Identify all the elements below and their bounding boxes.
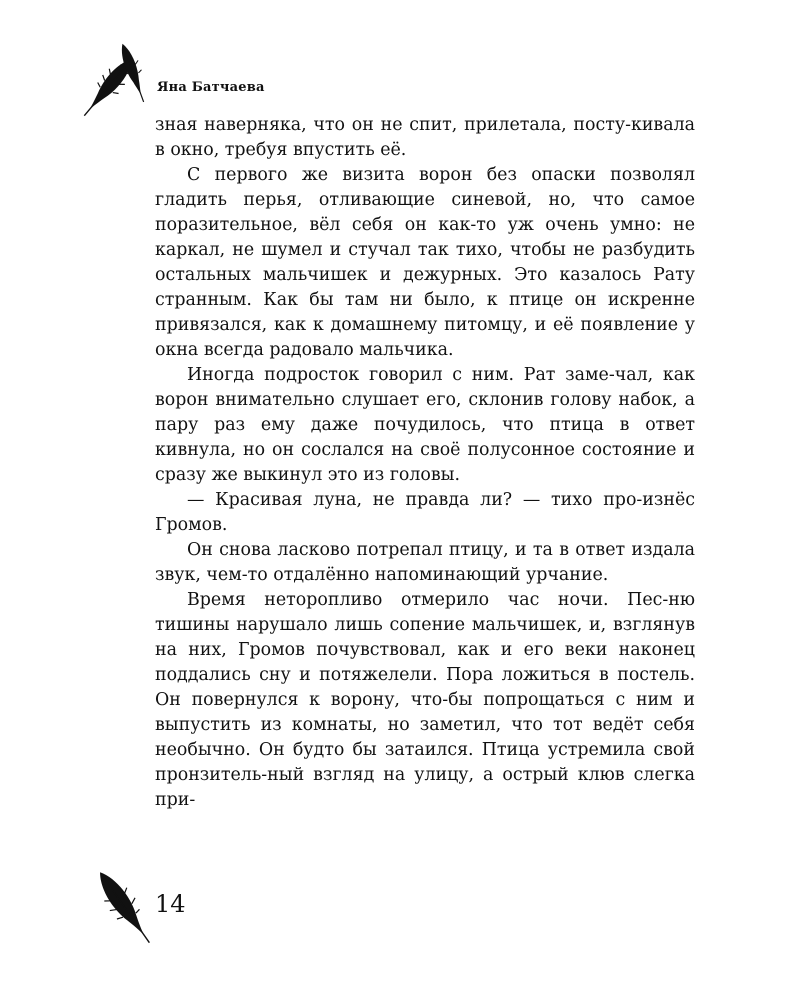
paragraph: С первого же визита ворон без опаски позволял гладить перья, отливающие синевой, но, что самое поразительное, вёл себя он как-то уж очень умно: не каркал, не шумел и стучал так тихо, чтобы не разбудить остальных мальчишек и дежурных. Это казалось Рату странным. Как бы там ни было, к птице он искренне привязался, как к домашнему питомцу, и её появление у окна всегда радовало мальчика. [155,165,695,360]
paragraph: Иногда подросток говорил с ним. Рат заме-чал, как ворон внимательно слушает его, склонив голову набок, а пару раз ему даже почудилось, что птица в ответ кивнула, но он сослался на своё полусонное состояние и сразу же выкинул это из головы. [155,365,695,485]
paragraph: Он снова ласково потрепал птицу, и та в ответ издала звук, чем-то отдалённо напоминающий урчание. [155,540,695,585]
paragraph: Время неторопливо отмерило час ночи. Пес-ню тишины нарушало лишь сопение мальчишек, и, взглянув на них, Громов почувствовал, как и его веки наконец поддались сну и потяжелели. Пора ложиться в постель. Он повернулся к ворону, что-бы попрощаться с ним и выпустить из комнаты, но заметил, что тот ведёт себя необычно. Он будто бы затаился. Птица устремила свой пронзитель-ный взгляд на улицу, а острый клюв слегка при- [155,590,695,810]
two-feathers-icon [70,40,160,120]
page-number: 14 [155,890,186,918]
body-text [155,113,695,813]
feather-icon [85,860,165,950]
paragraph: — Красивая луна, не правда ли? — тихо про-изнёс Громов. [155,490,695,535]
page-header [70,40,470,120]
page-footer [85,860,245,950]
paragraph: зная наверняка, что он не спит, прилетала, посту-кивала в окно, требуя впустить её. [155,115,695,160]
author-name: Яна Батчаева [157,80,265,95]
